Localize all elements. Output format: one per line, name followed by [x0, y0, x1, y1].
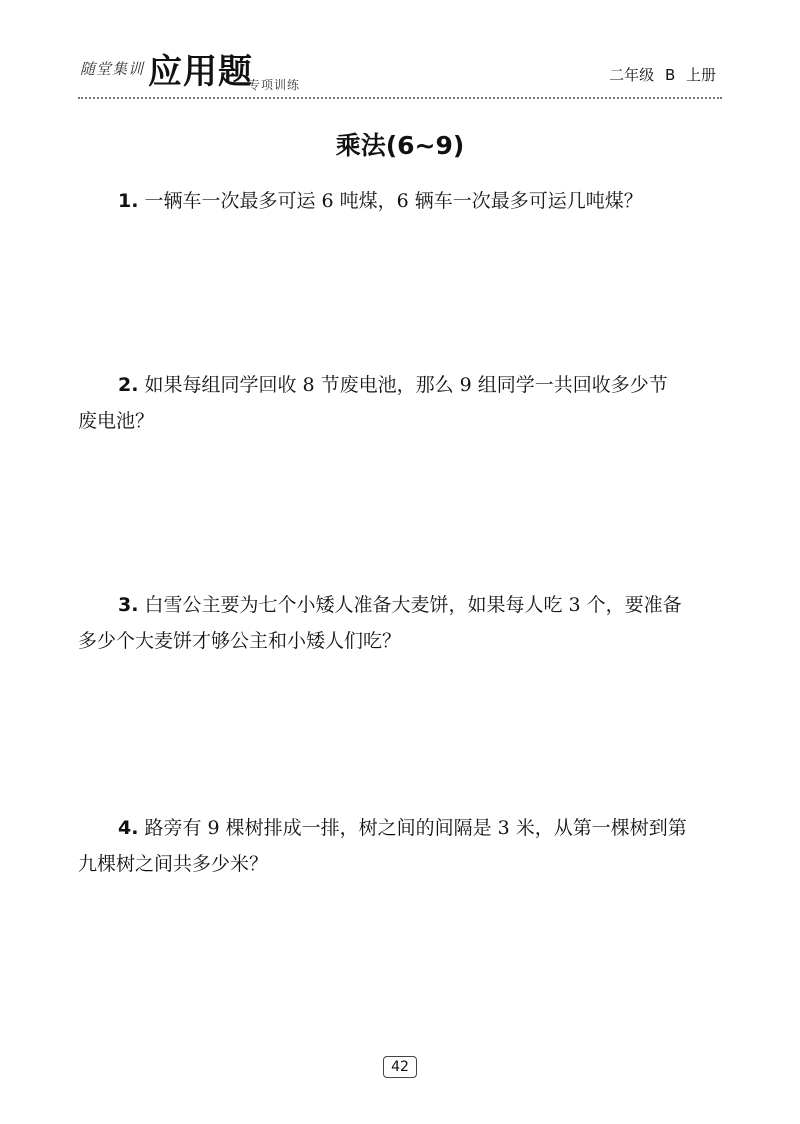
question-text-continued: 多少个大麦饼才够公主和小矮人们吃？	[78, 630, 402, 652]
question-text-continued: 废电池？	[78, 410, 155, 432]
page-number: 42	[383, 1056, 417, 1078]
question-number: 4.	[118, 817, 139, 839]
question-4	[78, 810, 728, 882]
question-3	[78, 587, 728, 659]
question-text-continued: 九棵树之间共多少米？	[78, 853, 269, 875]
question-number: 3.	[118, 594, 139, 616]
grade-label: 二年级 B 上册	[609, 66, 716, 84]
page-title: 乘法(6~9)	[335, 131, 465, 160]
question-text: 路旁有 9 棵树排成一排，树之间的间隔是 3 米，从第一棵树到第	[144, 817, 687, 839]
question-number: 2.	[118, 374, 139, 396]
brand-tagline: 随堂集训	[80, 60, 145, 78]
question-1	[118, 183, 728, 219]
question-text: 一辆车一次最多可运 6 吨煤，6 辆车一次最多可运几吨煤？	[144, 190, 643, 212]
brand-subtitle: 专项训练	[248, 78, 301, 92]
question-text: 白雪公主要为七个小矮人准备大麦饼，如果每人吃 3 个，要准备	[144, 594, 682, 616]
header-divider	[78, 97, 722, 99]
question-text: 如果每组同学回收 8 节废电池，那么 9 组同学一共回收多少节	[144, 374, 668, 396]
brand-logo-title: 应用题	[148, 52, 253, 92]
question-number: 1.	[118, 190, 139, 212]
page-header	[78, 40, 722, 98]
question-2	[78, 367, 728, 439]
